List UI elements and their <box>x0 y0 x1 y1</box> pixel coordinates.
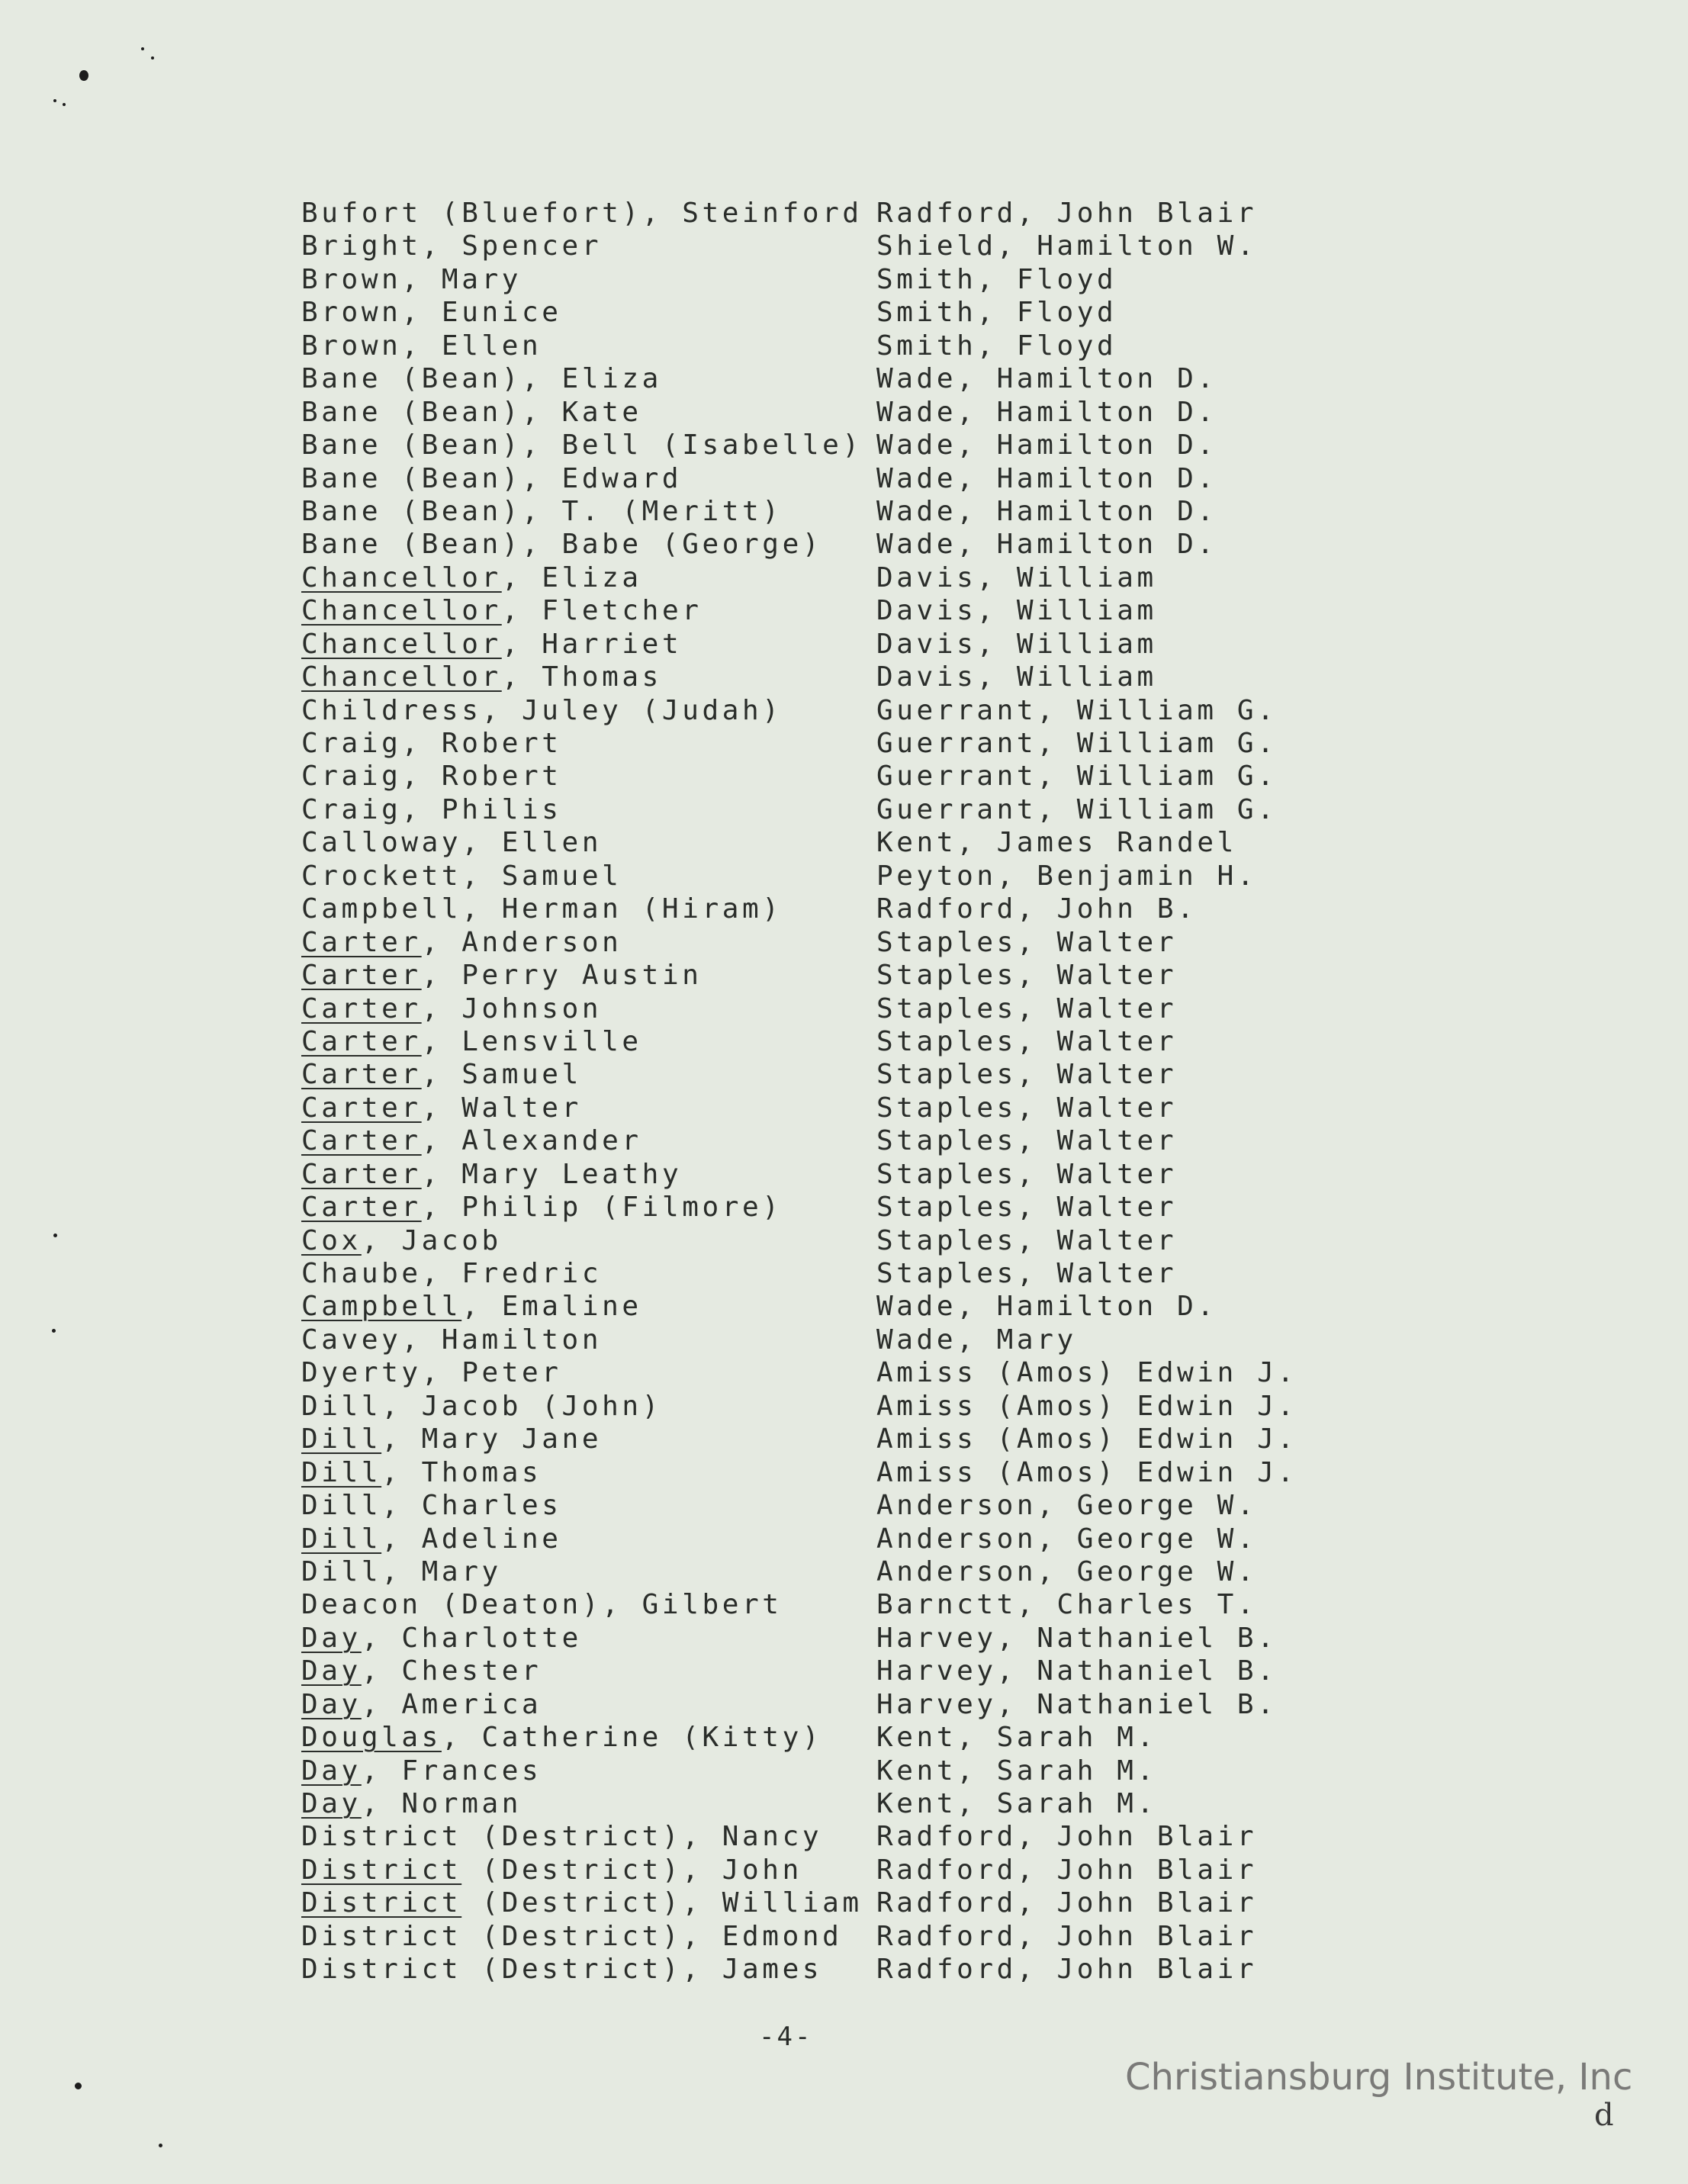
name-text: , Adeline <box>381 1523 562 1555</box>
name-text: Bane (Bean), T. (Meritt) <box>301 495 783 527</box>
list-row <box>301 860 1354 893</box>
owner-name: Davis, William <box>876 661 1157 693</box>
ink-speck <box>151 56 154 60</box>
list-row <box>301 1124 1354 1157</box>
owner-name: Barnctt, Charles T. <box>876 1589 1258 1621</box>
enslaved-person-name <box>301 1191 783 1224</box>
enslaved-person-name <box>301 1555 502 1588</box>
enslaved-person-name <box>301 1058 582 1091</box>
name-text: , Thomas <box>381 1456 542 1488</box>
enslaved-person-name <box>301 1854 802 1886</box>
list-row <box>301 1191 1354 1224</box>
list-row <box>301 793 1354 826</box>
list-row <box>301 694 1354 727</box>
ink-speck <box>159 2144 162 2147</box>
enslaved-person-name <box>301 594 703 627</box>
enslaved-person-name <box>301 1489 562 1522</box>
name-text: Dill, Jacob (John) <box>301 1390 662 1422</box>
owner-name: Guerrant, William G. <box>876 793 1278 825</box>
institution-watermark: Christiansburg Institute, Inc <box>1125 2056 1633 2099</box>
list-row <box>301 826 1354 859</box>
enslaved-person-name <box>301 1224 502 1257</box>
list-row <box>301 1092 1354 1124</box>
name-text: , Eliza <box>501 561 642 593</box>
ink-speck <box>141 47 144 50</box>
list-row <box>301 661 1354 693</box>
owner-name: Guerrant, William G. <box>876 694 1278 726</box>
owner-name: Staples, Walter <box>876 1158 1178 1190</box>
list-row <box>301 362 1354 395</box>
list-row <box>301 1356 1354 1389</box>
list-row <box>301 396 1354 429</box>
name-text: Brown, Ellen <box>301 330 542 362</box>
ink-speck <box>52 1329 56 1333</box>
enslaved-person-name <box>301 893 783 925</box>
enslaved-person-name <box>301 362 662 395</box>
owner-name: Anderson, George W. <box>876 1523 1258 1555</box>
owner-name: Staples, Walter <box>876 1192 1178 1224</box>
name-text: District (Destrict), Edmond <box>301 1920 843 1952</box>
name-text: Bane (Bean), Eliza <box>301 363 662 395</box>
surname-underlined: Day <box>301 1788 362 1819</box>
owner-name: Wade, Hamilton D. <box>876 429 1217 462</box>
enslaved-person-name <box>301 694 783 727</box>
surname-underlined: Campbell <box>301 1291 462 1323</box>
list-row <box>301 296 1354 329</box>
surname-underlined: Chancellor <box>301 561 502 593</box>
name-text: Dill, Charles <box>301 1490 562 1522</box>
name-text: Bane (Bean), Bell (Isabelle) <box>301 429 863 462</box>
surname-underlined: Chancellor <box>301 595 502 627</box>
ink-speck <box>53 99 56 102</box>
list-row <box>301 230 1354 262</box>
name-text: , Anderson <box>421 926 622 958</box>
owner-name: Shield, Hamilton W. <box>876 230 1258 262</box>
surname-underlined: Dill <box>301 1523 382 1555</box>
surname-underlined: Carter <box>301 1025 422 1057</box>
owner-name: Amiss (Amos) Edwin J. <box>876 1423 1297 1455</box>
list-row <box>301 1456 1354 1489</box>
owner-name: Wade, Hamilton D. <box>876 462 1217 494</box>
name-text: Bane (Bean), Edward <box>301 462 683 494</box>
list-row <box>301 561 1354 594</box>
surname-underlined: Day <box>301 1755 362 1787</box>
owner-name: Smith, Floyd <box>876 330 1117 362</box>
name-text: Bane (Bean), Babe (George) <box>301 529 823 561</box>
enslaved-person-name <box>301 1886 863 1919</box>
owner-name: Radford, John Blair <box>876 1954 1258 1986</box>
name-text: Campbell, Herman (Hiram) <box>301 893 783 925</box>
name-text: Bufort (Bluefort), Steinford <box>301 198 863 229</box>
ink-speck <box>53 1234 57 1237</box>
name-text: , Johnson <box>421 992 603 1024</box>
name-text: Brown, Eunice <box>301 297 562 329</box>
page-number: -4- <box>759 2022 813 2052</box>
owner-name: Radford, John B. <box>876 893 1198 925</box>
list-row <box>301 1158 1354 1191</box>
name-text: Dyerty, Peter <box>301 1357 562 1389</box>
enslaved-person-name <box>301 462 682 495</box>
name-text: Deacon (Deaton), Gilbert <box>301 1589 783 1621</box>
owner-name: Smith, Floyd <box>876 297 1117 329</box>
owner-name: Staples, Walter <box>876 1258 1178 1289</box>
owner-name: Radford, John Blair <box>876 1920 1258 1952</box>
owner-name: Anderson, George W. <box>876 1555 1258 1587</box>
enslaved-person-name <box>301 760 562 793</box>
list-row <box>301 1655 1354 1687</box>
list-row <box>301 628 1354 661</box>
name-text: , Walter <box>421 1092 582 1124</box>
list-row <box>301 1787 1354 1820</box>
name-text: , Emaline <box>461 1291 642 1323</box>
name-text: , Chester <box>361 1655 542 1687</box>
enslaved-person-name <box>301 959 703 992</box>
enslaved-person-name <box>301 296 562 329</box>
list-row <box>301 992 1354 1025</box>
enslaved-person-name <box>301 197 863 230</box>
enslaved-person-name <box>301 1290 642 1323</box>
owner-name: Wade, Mary <box>876 1324 1077 1356</box>
list-row <box>301 1820 1354 1853</box>
name-text: , Charlotte <box>361 1622 582 1654</box>
owner-name: Kent, Sarah M. <box>876 1788 1157 1819</box>
owner-name: Guerrant, William G. <box>876 728 1278 759</box>
enslaved-person-name <box>301 1423 602 1455</box>
list-row <box>301 1489 1354 1522</box>
enslaved-person-name <box>301 1688 542 1721</box>
enslaved-person-name <box>301 495 783 528</box>
enslaved-person-name <box>301 263 522 296</box>
list-row <box>301 1324 1354 1356</box>
owner-name: Amiss (Amos) Edwin J. <box>876 1456 1297 1488</box>
list-row <box>301 1920 1354 1953</box>
enslaved-person-name <box>301 661 662 693</box>
enslaved-person-name <box>301 727 562 760</box>
owner-name: Davis, William <box>876 628 1157 660</box>
name-text: Childress, Juley (Judah) <box>301 694 783 726</box>
enslaved-person-name <box>301 396 642 429</box>
owner-name: Harvey, Nathaniel B. <box>876 1688 1278 1720</box>
surname-underlined: District <box>301 1854 462 1886</box>
enslaved-person-name <box>301 1920 842 1953</box>
owner-name: Amiss (Amos) Edwin J. <box>876 1390 1297 1422</box>
owner-name: Radford, John Blair <box>876 1821 1258 1853</box>
name-text: Bane (Bean), Kate <box>301 396 642 428</box>
owner-name: Peyton, Benjamin H. <box>876 860 1258 892</box>
enslaved-person-name <box>301 1025 642 1058</box>
name-text: , Perry Austin <box>421 960 703 992</box>
surname-underlined: Day <box>301 1655 362 1687</box>
list-row <box>301 727 1354 760</box>
enslaved-person-name <box>301 561 642 594</box>
enslaved-person-name <box>301 1755 542 1787</box>
enslaved-person-name <box>301 1092 582 1124</box>
list-row <box>301 760 1354 793</box>
list-row <box>301 959 1354 992</box>
list-row <box>301 197 1354 230</box>
name-text: Craig, Robert <box>301 761 562 793</box>
name-text: District (Destrict), James <box>301 1954 823 1986</box>
list-row <box>301 1755 1354 1787</box>
owner-name: Davis, William <box>876 595 1157 627</box>
name-text: , Lensville <box>421 1025 642 1057</box>
enslaved-person-name <box>301 1324 602 1356</box>
owner-name: Wade, Hamilton D. <box>876 396 1217 428</box>
name-text: , Norman <box>361 1788 522 1819</box>
owner-name: Anderson, George W. <box>876 1490 1258 1522</box>
owner-name: Wade, Hamilton D. <box>876 363 1217 395</box>
enslaved-person-name <box>301 992 602 1025</box>
surname-underlined: Carter <box>301 992 422 1024</box>
list-row <box>301 594 1354 627</box>
list-row <box>301 1555 1354 1588</box>
owner-name: Staples, Walter <box>876 1224 1178 1256</box>
name-text: Dill, Mary <box>301 1555 502 1587</box>
list-row <box>301 1622 1354 1655</box>
surname-underlined: Carter <box>301 1092 422 1124</box>
list-row <box>301 1886 1354 1919</box>
owner-name: Staples, Walter <box>876 992 1178 1024</box>
name-text: , Jacob <box>361 1224 502 1256</box>
owner-name: Kent, James Randel <box>876 827 1237 859</box>
list-row <box>301 1390 1354 1423</box>
surname-underlined: Carter <box>301 1125 422 1157</box>
name-text: (Destrict), William <box>461 1887 863 1919</box>
name-text: , Frances <box>361 1755 542 1787</box>
enslaved-person-name <box>301 1390 662 1423</box>
owner-name: Staples, Walter <box>876 1092 1178 1124</box>
name-text: , Mary Jane <box>381 1423 603 1455</box>
name-text: , Fletcher <box>501 595 703 627</box>
owner-name: Wade, Hamilton D. <box>876 529 1217 561</box>
surname-underlined: Chancellor <box>301 628 502 660</box>
enslaved-person-name <box>301 1588 783 1621</box>
surname-underlined: Cox <box>301 1224 362 1256</box>
owner-name: Wade, Hamilton D. <box>876 495 1217 527</box>
name-owner-list <box>301 197 1354 1986</box>
name-text: , Samuel <box>421 1059 582 1091</box>
list-row <box>301 1953 1354 1986</box>
owner-name: Staples, Walter <box>876 1025 1178 1057</box>
surname-underlined: Dill <box>301 1423 382 1455</box>
list-row <box>301 1257 1354 1290</box>
list-row <box>301 263 1354 296</box>
name-text: Bright, Spencer <box>301 230 603 262</box>
enslaved-person-name <box>301 1523 562 1555</box>
name-text: , Harriet <box>501 628 683 660</box>
name-text: , Alexander <box>421 1125 642 1157</box>
enslaved-person-name <box>301 1257 602 1290</box>
list-row <box>301 1224 1354 1257</box>
name-text: Brown, Mary <box>301 263 522 295</box>
owner-name: Harvey, Nathaniel B. <box>876 1622 1278 1654</box>
name-text: Cavey, Hamilton <box>301 1324 603 1356</box>
surname-underlined: Carter <box>301 1158 422 1190</box>
list-row <box>301 893 1354 925</box>
surname-underlined: Carter <box>301 926 422 958</box>
owner-name: Kent, Sarah M. <box>876 1755 1157 1787</box>
list-row <box>301 1721 1354 1754</box>
enslaved-person-name <box>301 926 622 959</box>
list-row <box>301 1523 1354 1555</box>
owner-name: Wade, Hamilton D. <box>876 1291 1217 1323</box>
list-row <box>301 1688 1354 1721</box>
name-text: Calloway, Ellen <box>301 827 603 859</box>
enslaved-person-name <box>301 1356 562 1389</box>
surname-underlined: Day <box>301 1622 362 1654</box>
owner-name: Radford, John Blair <box>876 1854 1258 1886</box>
name-text: Crockett, Samuel <box>301 860 622 892</box>
surname-underlined: Carter <box>301 1059 422 1091</box>
name-text: , Mary Leathy <box>421 1158 683 1190</box>
owner-name: Kent, Sarah M. <box>876 1722 1157 1754</box>
surname-underlined: Carter <box>301 1192 422 1224</box>
enslaved-person-name <box>301 826 602 859</box>
list-row <box>301 1025 1354 1058</box>
enslaved-person-name <box>301 793 562 826</box>
ink-speck <box>79 70 88 81</box>
name-text: Craig, Philis <box>301 793 562 825</box>
surname-underlined: Day <box>301 1688 362 1720</box>
list-row <box>301 926 1354 959</box>
name-text: Chaube, Fredric <box>301 1258 603 1289</box>
owner-name: Harvey, Nathaniel B. <box>876 1655 1278 1687</box>
name-text: , Catherine (Kitty) <box>441 1722 823 1754</box>
enslaved-person-name <box>301 1820 822 1853</box>
enslaved-person-name <box>301 1124 642 1157</box>
list-row <box>301 1290 1354 1323</box>
list-row <box>301 1423 1354 1455</box>
handwritten-mark: d <box>1594 2098 1614 2133</box>
surname-underlined: Dill <box>301 1456 382 1488</box>
enslaved-person-name <box>301 1721 822 1754</box>
list-row <box>301 495 1354 528</box>
ink-speck <box>75 2083 82 2089</box>
owner-name: Staples, Walter <box>876 1125 1178 1157</box>
owner-name: Staples, Walter <box>876 960 1178 992</box>
enslaved-person-name <box>301 1158 682 1191</box>
owner-name: Davis, William <box>876 561 1157 593</box>
enslaved-person-name <box>301 330 542 362</box>
owner-name: Staples, Walter <box>876 1059 1178 1091</box>
enslaved-person-name <box>301 528 822 561</box>
surname-underlined: Chancellor <box>301 661 502 693</box>
enslaved-person-name <box>301 1456 542 1489</box>
owner-name: Staples, Walter <box>876 926 1178 958</box>
enslaved-person-name <box>301 860 622 893</box>
name-text: Craig, Robert <box>301 728 562 759</box>
name-text: , Thomas <box>501 661 662 693</box>
list-row <box>301 330 1354 362</box>
owner-name: Radford, John Blair <box>876 1887 1258 1919</box>
surname-underlined: Douglas <box>301 1722 442 1754</box>
owner-name: Amiss (Amos) Edwin J. <box>876 1357 1297 1389</box>
name-text: (Destrict), John <box>461 1854 802 1886</box>
enslaved-person-name <box>301 628 682 661</box>
enslaved-person-name <box>301 1655 542 1687</box>
list-row <box>301 1058 1354 1091</box>
list-row <box>301 528 1354 561</box>
enslaved-person-name <box>301 230 602 262</box>
ink-speck <box>63 103 66 106</box>
owner-name: Radford, John Blair <box>876 198 1258 229</box>
owner-name: Guerrant, William G. <box>876 761 1278 793</box>
name-text: District (Destrict), Nancy <box>301 1821 823 1853</box>
list-row <box>301 1854 1354 1886</box>
surname-underlined: Carter <box>301 960 422 992</box>
name-text: , Philip (Filmore) <box>421 1192 783 1224</box>
enslaved-person-name <box>301 1787 522 1820</box>
name-text: , America <box>361 1688 542 1720</box>
enslaved-person-name <box>301 1622 582 1655</box>
list-row <box>301 462 1354 495</box>
surname-underlined: District <box>301 1887 462 1919</box>
enslaved-person-name <box>301 1953 822 1986</box>
owner-name: Smith, Floyd <box>876 263 1117 295</box>
list-row <box>301 1588 1354 1621</box>
list-row <box>301 429 1354 462</box>
enslaved-person-name <box>301 429 863 462</box>
